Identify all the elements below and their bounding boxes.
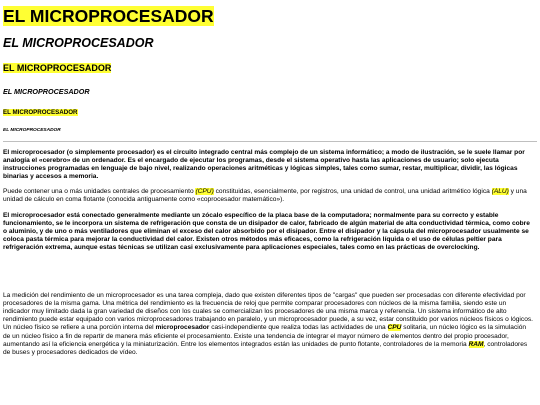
heading-level-3	[3, 63, 533, 74]
section-divider	[3, 141, 537, 142]
heading-level-2: EL MICROPROCESADOR	[3, 36, 154, 50]
spacer	[3, 252, 533, 292]
paragraph-units-part2: constituidas, esencialmente, por registros, una unidad de control, una unidad aritmético lógica	[213, 188, 492, 196]
heading-5-text: EL MICROPROCESADOR	[3, 109, 78, 116]
paragraph-cooling: El microprocesador está conectado generalmente mediante un zócalo específico de la placa base de la computadora; normalmente para su correcto y estable funcionamiento, se le incorpora un sistema de refrigeración que consta de un disipador de calor, fabricado de algún material de alta conductividad térmica, como cobre o aluminio, y de uno o más ventiladores que eliminan el exceso del calor absorbido por el disipador. Entre el disipador y la cápsula del microprocesador usualmente se coloca pasta térmica para mejorar la conductividad del calor. Existen otros métodos más eficaces, como la refrigeración líquida o el uso de células peltier para refrigeración extrema, aunque estas técnicas se utilizan casi exclusivamente para aplicaciones especiales, tales como en las prácticas de overclocking.	[3, 211, 530, 251]
paragraph-performance-part1: La medición del rendimiento de un microprocesador es una tarea compleja, dado que existen diferentes tipos de "cargas" que pueden ser procesadas con diferente efectividad por procesadores de la misma gama. Una métrica del rendimiento es la frecuencia de reloj que permite comparar procesadores con núcleos de la misma familia, siendo este un indicador muy limitado dada la gran variedad de diseños con los cuales se comercializan los procesadores de una misma marca y referencia. Un sistema informático de alto rendimiento puede estar equipado con varios microprocesadores trabajando en paralelo, y un microprocesador puede, a su vez, estar constituido por varios núcleos físicos o lógicos. Un núcleo físico se refiere a una porción interna del	[3, 292, 533, 332]
cpu-highlight: (CPU)	[195, 188, 214, 196]
paragraph-performance	[3, 292, 533, 357]
heading-1-text: EL MICROPROCESADOR	[3, 6, 214, 26]
paragraph-performance-part2: casi-independiente que realiza todas las actividades de una	[209, 324, 388, 332]
paragraph-intro: El microprocesador (o simplemente procesador) es el circuito integrado central más complejo de un sistema informático; a modo de ilustración, se le suele llamar por analogía el «cerebro» de un ordenador. Es el encargado de ejecutar los programas, desde el sistema operativo hasta las aplicaciones de usuario; solo ejecuta instrucciones programadas en lenguaje de bajo nivel, realizando operaciones aritméticas y lógicas simples, tales como sumar, restar, multiplicar, dividir, las lógicas binarias y accesos a memoria.	[3, 149, 525, 181]
heading-level-5	[3, 109, 533, 117]
ram-highlight: RAM	[468, 340, 484, 348]
paragraph-units	[3, 188, 533, 204]
alu-highlight: (ALU)	[491, 188, 509, 196]
heading-level-6: EL MICROPROCESADOR	[3, 128, 61, 133]
document-page	[3, 7, 533, 357]
cpu-highlight-2: CPU	[387, 324, 402, 332]
paragraph-performance-part3: solitaria, un núcleo lógico es la simulación de un núcleo físico a fin de repartir de manera más eficiente el procesamiento. Existe una tendencia de integrar el mayor número de elementos dentro del propio procesador, aumentando así la eficiencia energética y la miniaturización. Entre los elementos integrados están las unidades de punto flotante, controladores de la memoria	[3, 324, 527, 348]
heading-3-text: EL MICROPROCESADOR	[3, 63, 112, 73]
paragraph-units-part1: Puede contener una o más unidades centrales de procesamiento	[3, 188, 196, 196]
heading-level-4: EL MICROPROCESADOR	[3, 87, 90, 96]
paragraph-units-part3: y una unidad de cálculo en coma flotante (conocida antiguamente como «coprocesador matemático»).	[3, 188, 527, 204]
microprocesador-bold: microprocesador	[155, 324, 210, 332]
heading-level-1	[3, 7, 533, 26]
paragraph-performance-part4: , controladores de buses y procesadores dedicados de vídeo.	[3, 340, 528, 356]
